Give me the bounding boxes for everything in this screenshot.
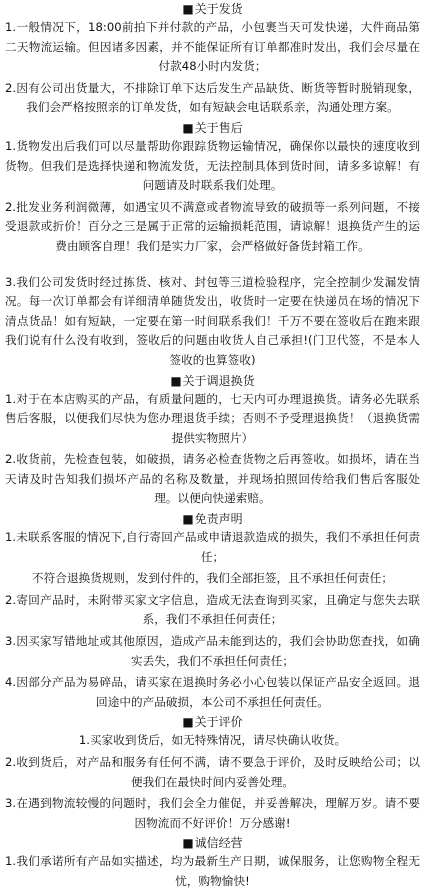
paragraph: 1.对于在本店购买的产品，有质量问题的，七天内可办理退换货。请务必先联系售后客服，以便我们尽快为您办理退货手续；否则不予受理退换货！（退换货需提供实物照片）: [5, 391, 420, 445]
section-returns: [5, 373, 420, 510]
section-heading: [5, 1, 420, 18]
paragraph: 2.收货前，先检查包装，如破损，请务必检查货物之后再签收。如损坏，请在当天请及时告知我们损坏产品的名称及数量，并现场拍照回传给我们售后客服处理。以便向快递索赔。: [5, 452, 420, 506]
paragraph: 3.因买家写错地址或其他原因，造成产品未能到达的，我们会协助您查找，如确实丢失，我们不承担任何责任；: [5, 634, 420, 668]
paragraph: 1.我们承诺所有产品如实描述，均为最新生产日期，诚保服务，让您购物全程无忧，购物愉快!: [5, 854, 420, 888]
section-heading: [5, 714, 420, 731]
paragraph: 2.批发业务利润微薄，如遇宝贝不满意或者物流导致的破损等一系列问题，不接受退款或折价！百分之三是属于正常的运输损耗范围，请谅解！退换货产生的运费由顾客自理！我们是实力厂家，会严格做好备货封箱工作。: [5, 199, 420, 253]
paragraph: 不符合退换货规则，发到付件的，我们全部拒签，且不承担任何责任；: [32, 571, 393, 586]
section-disclaimer: [5, 511, 420, 712]
section-title: 免责声明: [194, 512, 243, 527]
square-bullet-icon: ■: [170, 373, 182, 388]
section-title: 关于售后: [194, 120, 243, 135]
section-heading: [5, 511, 420, 528]
section-after-sales: [5, 120, 420, 371]
section-reviews: [5, 714, 420, 833]
square-bullet-icon: ■: [182, 120, 194, 135]
section-title: 关于评价: [194, 715, 243, 730]
paragraph: 3.在遇到物流较慢的问题时，我们会全力催促，并妥善解决，理解万岁。请不要因物流而不好评价！万分感谢!: [5, 796, 420, 830]
policy-document: [0, 1, 425, 888]
paragraph: 1.货物发出后我们可以尽量帮助你跟踪货物运输情况，确保你以最快的速度收到货物。但我们是选择快递和物流发货，无法控制具体到货时间，请多多谅解！有问题请及时联系我们处理。: [5, 138, 420, 193]
paragraph: 1.未联系客服的情况下,自行寄回产品或申请退款造成的损失，我们不承担任何责任；: [5, 530, 420, 564]
square-bullet-icon: ■: [182, 715, 194, 730]
paragraph: 2.收到货后，对产品和服务有任何不满，请不要急于评价，及时反映给公司；以便我们在最快时间内妥善处理。: [5, 755, 420, 789]
spacer: [5, 259, 420, 273]
square-bullet-icon: ■: [182, 512, 194, 527]
paragraph: 2.因有公司出货量大，不排除订单下达后发生产品缺货、断货等暂时脱销现象，我们会严格按照亲的订单发货，如有短缺会电话联系亲，沟通处理方案。: [5, 80, 420, 115]
section-title: 关于发货: [194, 2, 243, 16]
section-title: 诚信经营: [194, 836, 243, 851]
section-shipping: [5, 1, 420, 118]
paragraph: 1.一般情况下，18:00前拍下并付款的产品，小包裹当天可发快递，大件商品第二天物流运输。但因诸多因素，并不能保证所有订单都准时发出，我们会尽量在付款48小时内发货；: [5, 20, 420, 74]
paragraph: 4.因部分产品为易碎品，请买家在退换时务必小心包装以保证产品安全返回。退回途中的产品破损，本公司不承担任何责任。: [5, 675, 420, 709]
paragraph: 1.买家收到货后，如无特殊情况，请尽快确认收货。: [78, 733, 347, 748]
square-bullet-icon: ■: [182, 836, 194, 851]
section-heading: [5, 835, 420, 852]
section-heading: [5, 373, 420, 390]
section-integrity: [5, 835, 420, 891]
paragraph: 2.寄回产品时，未附带买家文字信息，造成无法查询到买家，且确定与您失去联系，我们不承担任何责任；: [5, 592, 420, 627]
paragraph: 3.我们公司发货时经过拣货、核对、封包等三道检验程序，完全控制少发漏发情况。每一次订单都会有详细清单随货发出，收货时一定要在快递员在场的情况下清点货品！如有短缺，一定要在第一时间联系我们！千万不要在签收后在跑来跟我们说有什么没有收到，签收后的问题由收货人自己承担!(门卫代签，不是本人签收的也算签收): [5, 274, 420, 367]
square-bullet-icon: ■: [182, 2, 194, 16]
section-heading: [5, 120, 420, 137]
section-title: 关于调退换货: [182, 373, 255, 388]
